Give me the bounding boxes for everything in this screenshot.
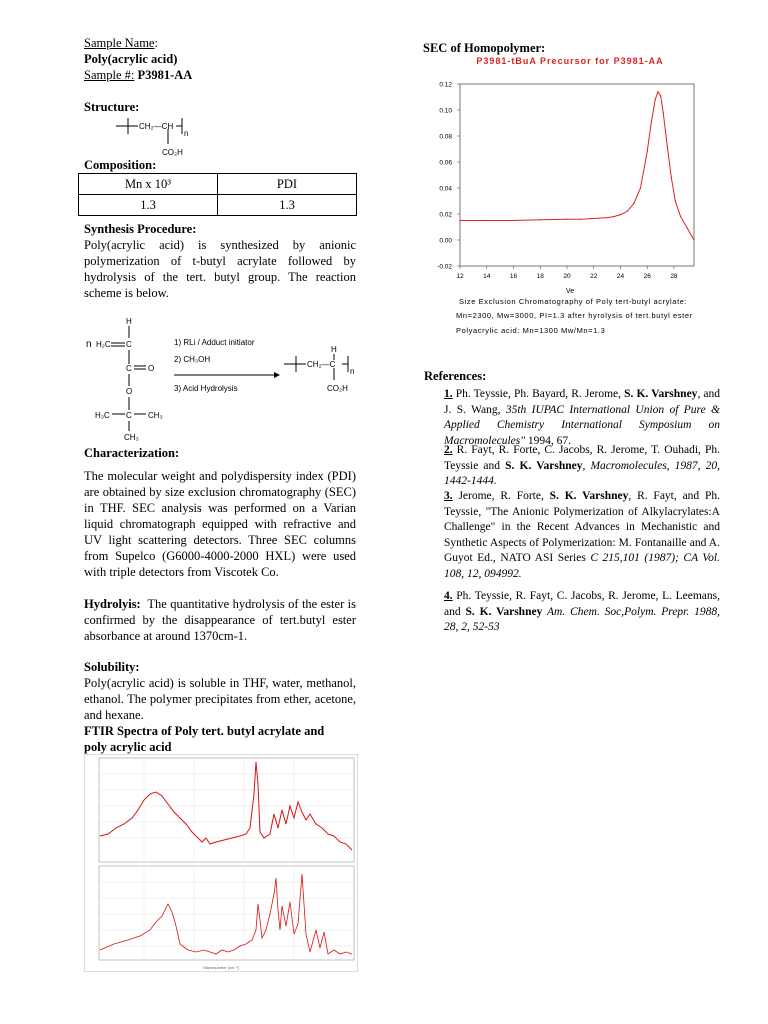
y-tick-label: 0.10 — [439, 107, 452, 115]
x-tick-label: 18 — [536, 273, 544, 280]
x-tick-label: 14 — [483, 273, 491, 280]
synthesis-body: Poly(acrylic acid) is synthesized by anionic polymerization of t-butyl acrylate followed by hydrolysis of the tert. butyl group. The reaction scheme is below. — [84, 238, 356, 300]
y-tick-label: 0.12 — [439, 81, 452, 89]
ftir-title-line1: FTIR Spectra of Poly tert. butyl acrylate and — [84, 724, 325, 738]
reference-item: 1. Ph. Teyssie, Ph. Bayard, R. Jerome, S. K. Varshney, and J. S. Wang, 35th IUPAC International Union of Pure & Applied Chemistry International Symposium on Macromolecules" 1994, 67. — [444, 388, 721, 447]
sample-name-label: Sample Name: — [84, 36, 158, 50]
scheme-step3: 3) Acid Hydrolysis — [174, 384, 238, 393]
data-point — [693, 239, 694, 240]
structure-n: n — [184, 129, 189, 138]
x-tick-label: 28 — [670, 273, 678, 280]
composition-title: Composition: — [84, 158, 157, 172]
table-row — [79, 195, 357, 216]
characterization-title: Characterization: — [84, 446, 180, 460]
data-point — [566, 219, 567, 220]
data-point — [620, 214, 621, 215]
structure-title: Structure: — [84, 100, 140, 114]
scheme-c2: C — [126, 364, 132, 373]
data-point — [657, 91, 658, 92]
scheme-c3: C — [126, 411, 132, 420]
data-point — [627, 211, 628, 212]
x-tick-label: 16 — [509, 273, 518, 280]
solubility-body: Poly(acrylic acid) is soluble in THF, water, methanol, ethanol. The polymer precipitates from ether, acetone, and hexane. — [84, 676, 356, 722]
plot-frame — [460, 84, 694, 266]
y-tick-label: 0.06 — [439, 159, 452, 167]
scheme-h: H — [126, 317, 132, 326]
scheme-product-n: n — [350, 367, 355, 376]
sec-heading: SEC of Homopolymer: — [423, 41, 546, 55]
data-point — [671, 177, 672, 178]
scheme-ch3-bottom: CH₃ — [124, 433, 139, 442]
y-tick-label: 0.08 — [439, 133, 452, 141]
characterization-body: The molecular weight and polydispersity index (PDI) are obtained by size exclusion chromatography (SEC) in THF. SEC analysis was performed on a Varian liquid chromatograph equipped with refractive and UV light scattering detectors. Three SEC columns from Supelco (G6000-4000-2000 HXL) were used with triple detectors from Viscotek Co. — [84, 469, 356, 579]
sec-caption-line1: Size Exclusion Chromatography of Poly tert-butyl acrylate: — [459, 297, 688, 306]
scheme-step1: 1) RLi / Adduct initiator — [174, 338, 255, 347]
scheme-product-co2h: CO₂H — [327, 384, 348, 393]
sec-caption-line3: Polyacrylic acid: Mn=1300 Mw/Mn=1.3 — [456, 326, 606, 335]
scheme-h2c: H₂C — [96, 340, 111, 349]
sample-name-value: Poly(acrylic acid) — [84, 52, 178, 66]
data-point — [486, 220, 487, 221]
reference-item: 3. Jerome, R. Forte, S. K. Varshney, R. Fayt, and Ph. Teyssie, "The Anionic Polymerization of Alkylacrylates:A Challenge" in the Recent Advances in Mechanistic and Synthetic Aspects of Polymerization: M. Fontanaille and A. Guyot Ed., NATO ASI Series C 215,101 (1987); CA Vol. 108, 12, 094992. — [444, 490, 720, 580]
hydrolysis-body: The quantitative hydrolysis of the ester is confirmed by the disappearance of tert.butyl ester absorbance at around 1370cm-1. — [84, 597, 356, 643]
table-header-pdi: PDI — [218, 174, 357, 195]
references-title: References: — [424, 369, 487, 383]
chart-xlabel: Ve — [565, 288, 575, 295]
x-tick-label: 22 — [590, 273, 598, 280]
structure-diagram — [110, 112, 210, 162]
scheme-o2: O — [126, 387, 133, 396]
data-point — [651, 122, 652, 123]
structure-co2h: CO₂H — [162, 148, 183, 157]
reference-number: 3. — [444, 490, 453, 502]
data-point — [633, 203, 634, 204]
scheme-o1: O — [148, 364, 155, 373]
x-tick-label: 12 — [456, 273, 464, 280]
data-point — [459, 220, 460, 221]
solubility-title: Solubility: — [84, 660, 140, 674]
ftir-axis-label: Wavenumber [cm⁻¹] — [203, 965, 239, 970]
scheme-ch3-right: CH₃ — [148, 411, 163, 420]
data-point — [667, 146, 668, 147]
y-tick-label: 0.00 — [439, 237, 452, 245]
data-point — [675, 200, 676, 201]
sec-chart — [420, 52, 710, 300]
data-point — [593, 218, 594, 219]
synthesis-title: Synthesis Procedure: — [84, 222, 197, 236]
data-point — [540, 219, 541, 220]
scheme-product-h: H — [331, 345, 337, 354]
data-point — [640, 187, 641, 188]
reference-number: 1. — [444, 388, 453, 400]
table-cell-pdi: 1.3 — [218, 195, 357, 216]
scheme-product: CH₂—C — [307, 360, 336, 369]
data-point — [687, 228, 688, 229]
data-point — [613, 216, 614, 217]
scheme-step2: 2) CH₃OH — [174, 355, 211, 364]
data-point — [580, 219, 581, 220]
reference-item: 4. Ph. Teyssie, R. Fayt, C. Jacobs, R. Jerome, L. Leemans, and S. K. Varshney Am. Chem. Soc,Polym. Prepr. 1988, 28, 2, 52-53 — [444, 590, 721, 634]
table-header-mn: Mn x 10³ — [79, 174, 218, 195]
x-tick-label: 26 — [643, 273, 651, 280]
data-point — [513, 220, 514, 221]
reference-number: 4. — [444, 590, 453, 602]
y-tick-label: -0.02 — [437, 263, 452, 271]
data-point — [663, 112, 664, 113]
scheme-n: n — [86, 339, 92, 350]
hydrolysis-paragraph — [84, 596, 356, 644]
y-tick-label: 0.02 — [439, 211, 452, 219]
x-tick-label: 20 — [563, 273, 571, 280]
y-tick-label: 0.04 — [439, 185, 452, 193]
ftir-top-panel — [99, 758, 354, 862]
composition-table — [78, 173, 357, 216]
hydrolysis-title: Hydrolyis: — [84, 597, 141, 611]
data-point — [607, 217, 608, 218]
chart-title: P3981-tBuA Precursor for P3981-AA — [476, 56, 664, 66]
structure-backbone: CH₂—CH — [139, 122, 174, 131]
scheme-c1: C — [126, 340, 132, 349]
scheme-h3c: H₃C — [95, 411, 110, 420]
reaction-scheme — [84, 314, 364, 444]
data-point — [680, 216, 681, 217]
data-point — [655, 99, 656, 100]
reference-number: 2. — [444, 444, 453, 456]
ftir-title-line2: poly acrylic acid — [84, 740, 172, 754]
x-tick-label: 24 — [616, 273, 625, 280]
table-row — [79, 174, 357, 195]
data-point — [647, 151, 648, 152]
table-cell-mn: 1.3 — [79, 195, 218, 216]
sample-number: Sample #: P3981-AA — [84, 68, 193, 82]
ftir-spectra-figure — [84, 754, 358, 972]
data-point — [660, 95, 661, 96]
sec-caption-line2: Mn=2300, Mw=3000, PI=1.3 after hyrolysis of tert.butyl ester — [456, 311, 693, 320]
reference-item: 2. R. Fayt, R. Forte, C. Jacobs, R. Jerome, T. Ouhadi, Ph. Teyssie and S. K. Varshney, Macromolecules, 1987, 20, 1442-1444. — [444, 444, 721, 488]
